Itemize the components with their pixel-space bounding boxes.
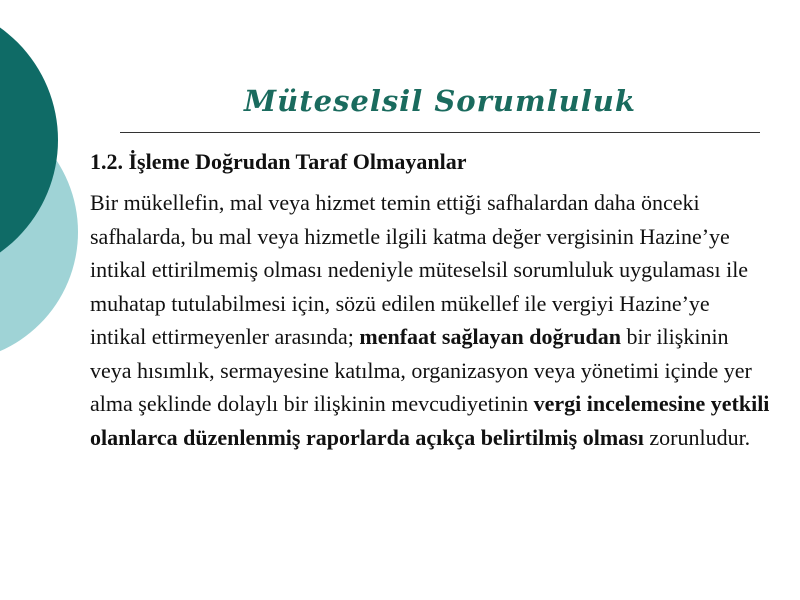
slide-title: Müteselsil Sorumluluk: [244, 84, 636, 118]
paragraph-segment: bir ilişkinin veya hısımlık, sermayesine katılma, organizasyon veya yönetimi içinde yer alma şeklinde dolaylı bir ilişkinin mevcudiyetinin: [90, 324, 752, 416]
title-divider: [120, 132, 760, 133]
paragraph-bold-segment: menfaat sağlayan doğrudan: [359, 324, 621, 349]
paragraph-bold-segment: vergi incelemesine yetkili olanlarca düzenlenmiş raporlarda açıkça belirtilmiş olması: [90, 391, 770, 450]
section-heading: 1.2. İşleme Doğrudan Taraf Olmayanlar: [90, 149, 467, 174]
paragraph-segment: zorunludur.: [643, 424, 751, 450]
body-paragraph: [90, 186, 770, 454]
paragraph-segment: Bir mükellefin, mal veya hizmet temin ettiği safhalardan daha önceki safhalarda, bu mal veya hizmetle ilgili katma değer vergisinin Hazine’ye intikal ettirilmemiş olması nedeniyle müteselsil sorumluluk uygulaması ile muhatap tutulabilmesi için, sözü edilen mükellef ile vergiyi Hazine’ye intikal ettirmeyenler arasında;: [90, 190, 749, 349]
